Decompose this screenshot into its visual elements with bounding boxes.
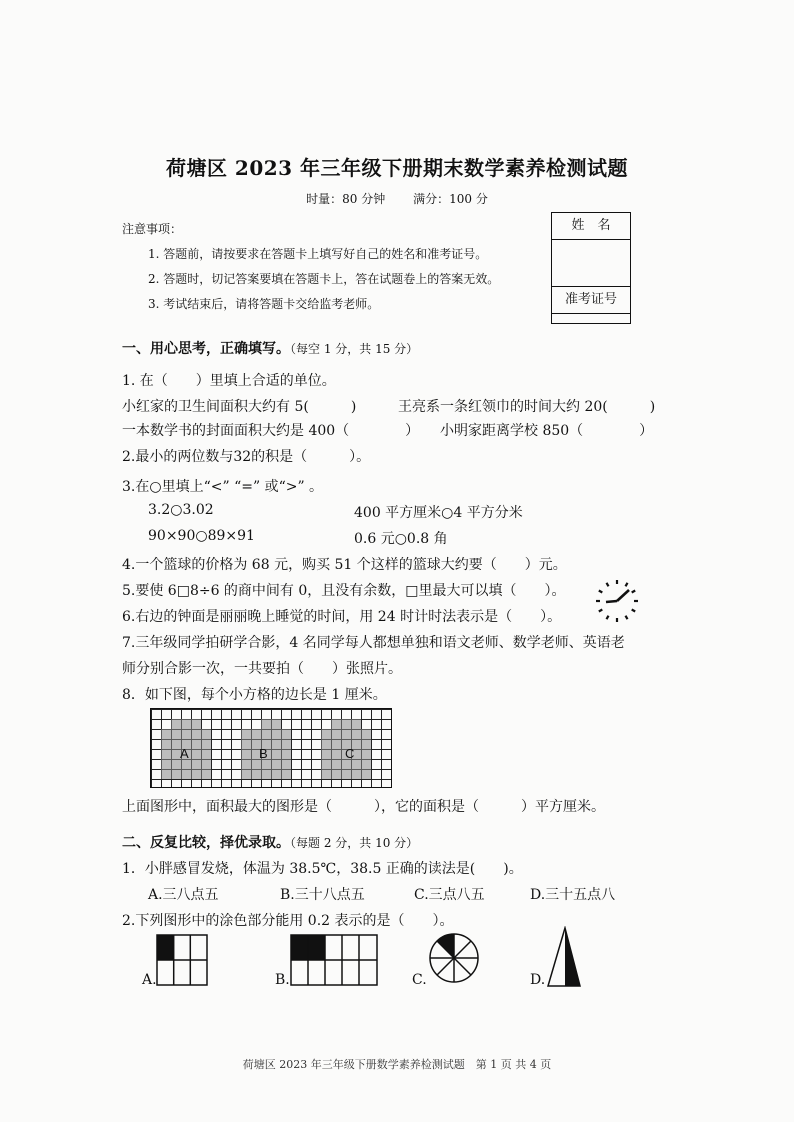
question-3d: 0.6 元○0.8 角: [354, 531, 448, 547]
figure-b: [290, 934, 378, 986]
question-7-line2: 师分别合影一次，一共要拍（ ）张照片。: [122, 661, 402, 677]
name-id-box: [551, 212, 631, 324]
question-3b: 400 平方厘米○4 平方分米: [354, 505, 523, 521]
figure-d: [546, 926, 582, 988]
question-1c: 一本数学书的封面面积大约是 400（ ）: [122, 423, 420, 439]
question-2: 2.最小的两位数与32的积是（ ）。: [122, 449, 371, 465]
section-1-title: 一、用心思考，正确填写。（每空 1 分，共 15 分）: [122, 341, 419, 357]
option-d[interactable]: D.三十五点八: [530, 887, 616, 903]
question-6: 6.右边的钟面是丽丽晚上睡觉的时间，用 24 时计时法表示是（ ）。: [122, 609, 562, 625]
figure-a: [156, 934, 208, 986]
id-field[interactable]: [552, 314, 630, 348]
figure-c-label[interactable]: C.: [412, 972, 427, 988]
exam-meta: [0, 190, 794, 207]
question-1b: 王亮系一条红领巾的时间大约 20( ): [398, 399, 656, 415]
note-item: 1. 答题前，请按要求在答题卡上填写好自己的姓名和准考证号。: [148, 247, 488, 261]
question-1: 1. 在（ ）里填上合适的单位。: [122, 373, 336, 389]
figure-d-label[interactable]: D.: [530, 972, 546, 988]
notes-heading: 注意事项：: [122, 222, 183, 236]
id-label: 准考证号: [552, 287, 630, 314]
figure-b-label[interactable]: B.: [275, 972, 290, 988]
name-field[interactable]: [552, 240, 630, 287]
time-limit: 时量：80 分钟: [306, 192, 386, 206]
shape-b-label: B: [259, 746, 268, 761]
note-item: 2. 答题时，切记答案要填在答题卡上，答在试题卷上的答案无效。: [148, 272, 500, 286]
section-2-title: 二、反复比较，择优录取。（每题 2 分，共 10 分）: [122, 835, 419, 851]
option-a[interactable]: A.三八点五: [148, 887, 219, 903]
question-3: 3.在○里填上“<” “=” 或“>” 。: [122, 479, 324, 495]
question-3c: 90×90○89×91: [148, 528, 255, 544]
page-title: 荷塘区 2023 年三年级下册期末数学素养检测试题: [165, 156, 629, 180]
shape-a-top: [171, 719, 201, 729]
question-7-line1: 7.三年级同学拍研学合影，4 名同学每人都想单独和语文老师、数学老师、英语老: [122, 635, 625, 651]
figure-a-label[interactable]: A.: [142, 972, 157, 988]
question-3a: 3.2○3.02: [148, 502, 214, 518]
shape-c-label: C: [345, 746, 355, 761]
note-item: 3. 考试结束后，请将答题卡交给监考老师。: [148, 297, 380, 311]
area-grid-figure: [150, 708, 392, 788]
shape-c-top: [331, 719, 361, 729]
full-score: 满分：100 分: [413, 192, 488, 206]
clock-icon: [594, 578, 640, 624]
question-5: 5.要使 6□8÷6 的商中间有 0，且没有余数，□里最大可以填（ ）。: [122, 583, 566, 599]
page-footer: 荷塘区 2023 年三年级下册数学素养检测试题 第 1 页 共 4 页: [242, 1058, 552, 1071]
question-4: 4.一个篮球的价格为 68 元，购买 51 个这样的篮球大约要（ ）元。: [122, 557, 567, 573]
option-c[interactable]: C.三点八五: [414, 887, 485, 903]
s2-question-2: 2.下列图形中的涂色部分能用 0.2 表示的是（ ）。: [122, 913, 454, 929]
figure-c: [428, 932, 480, 984]
s2-question-1: 1．小胖感冒发烧，体温为 38.5℃，38.5 正确的读法是( )。: [122, 861, 523, 877]
shape-b-top: [261, 719, 281, 729]
question-1d: 小明家距离学校 850（ ）: [440, 423, 654, 439]
shape-a-label: A: [180, 746, 189, 761]
question-8: 8．如下图，每个小方格的边长是 1 厘米。: [122, 687, 387, 703]
question-1a: 小红家的卫生间面积大约有 5( ): [122, 399, 357, 415]
name-label: 姓 名: [552, 213, 630, 240]
question-8-answer: 上面图形中，面积最大的图形是（ ），它的面积是（ ）平方厘米。: [122, 799, 605, 815]
option-b[interactable]: B.三十八点五: [280, 887, 365, 903]
